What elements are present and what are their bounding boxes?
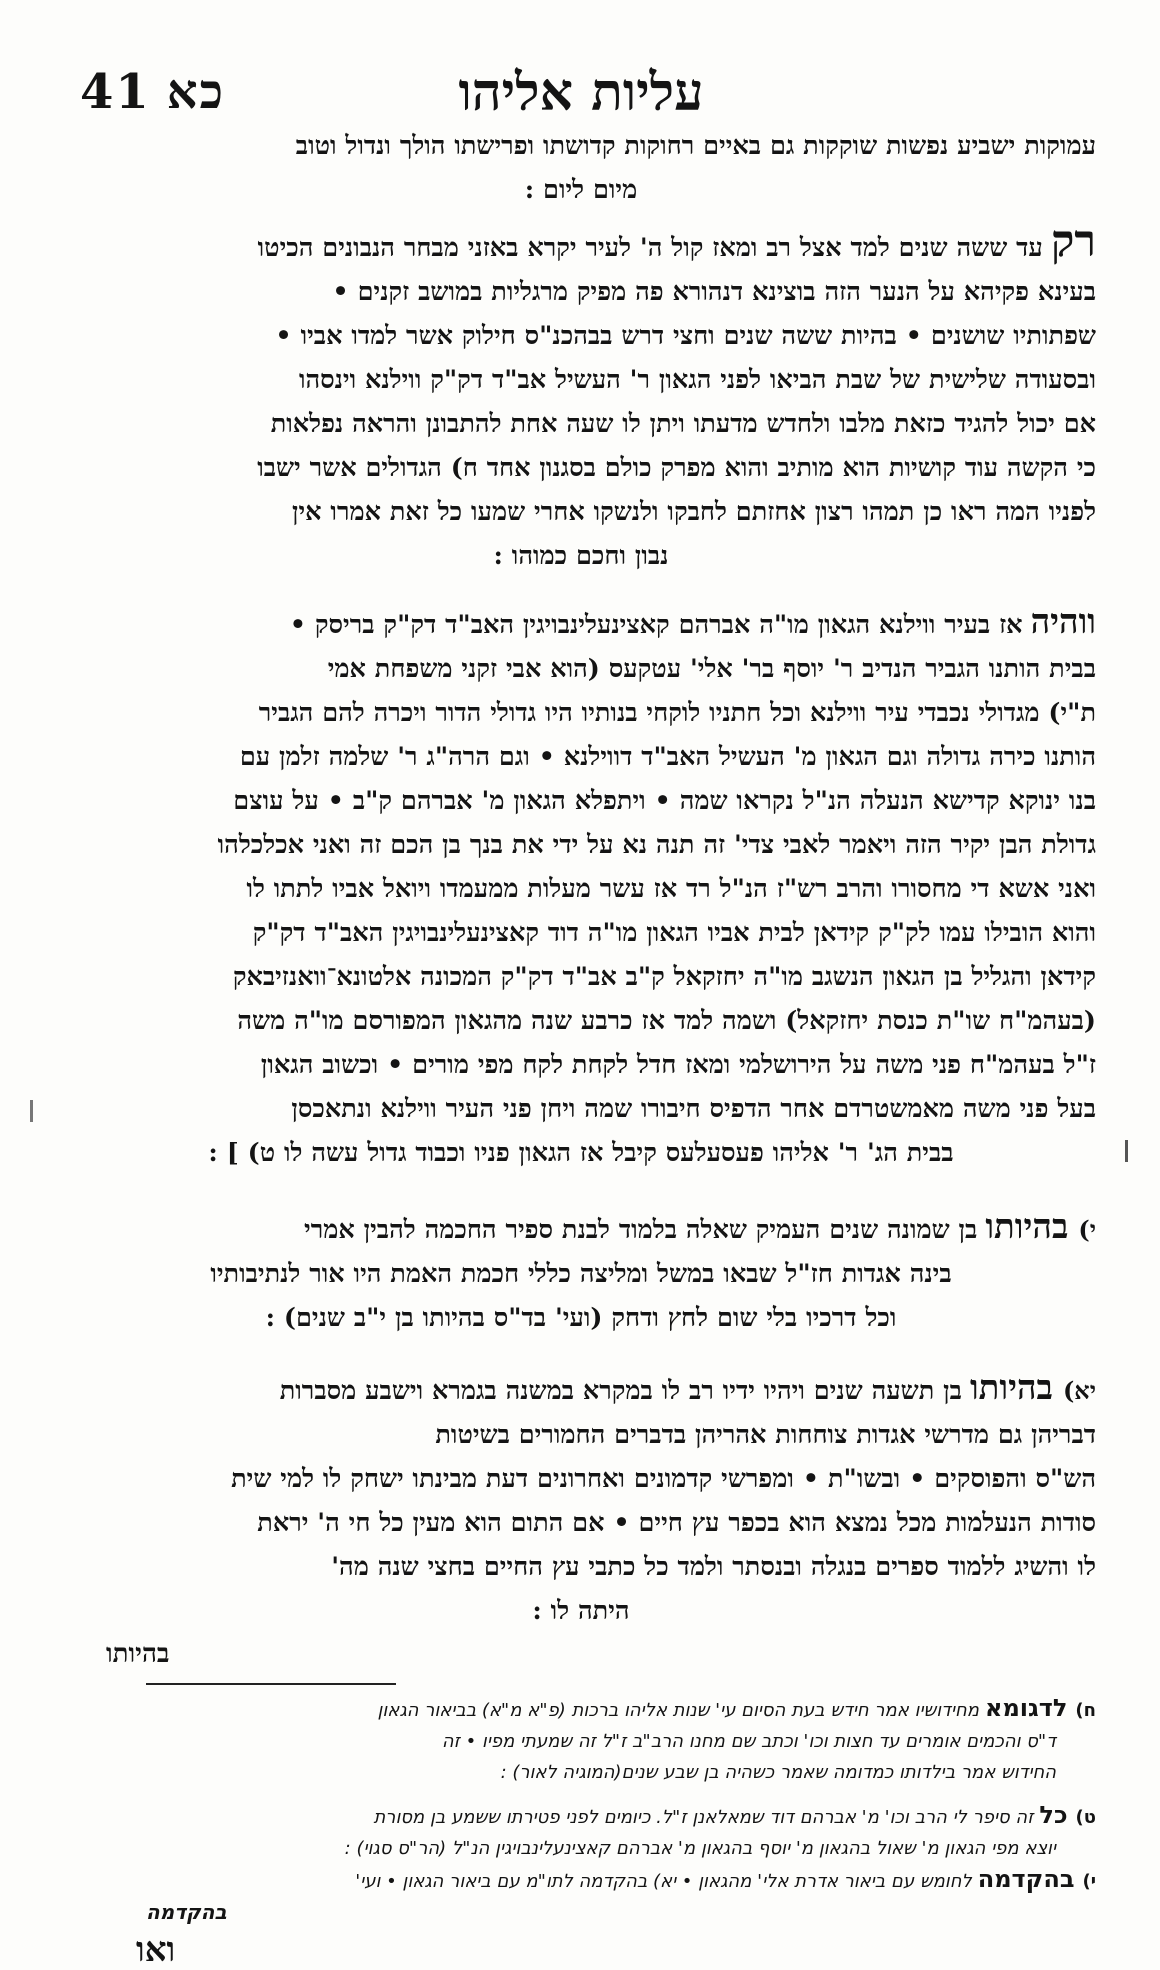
opening-word: ווהיה xyxy=(1030,602,1096,642)
text-line: גדולת הבן יקיר הזה ויאמר לאבי צדי' זה תנה נא על ידי את בנך בן הכם זה ואני אכלכלהו xyxy=(217,830,1096,860)
footnote-line: ד"ס והכמים אומרים עד חצות וכו' וכתב שם מחנו הרב"ב ז"ל זה שמעתי מפיו • זה xyxy=(441,1731,1056,1752)
footnote-line: יוצא מפי הגאון מ' שאול בהגאון מ' יוסף בהגאון מ' אברהם קאצינעלינבויגין הנ"ל (הר"ס סגוי) : xyxy=(344,1838,1056,1859)
footnote-line: החידוש אמר בילדותו כמדומה שאמר כשהיה בן שבע שנים(המוגיה לאור) : xyxy=(500,1762,1056,1783)
footnote-line xyxy=(66,1800,1096,1833)
text-line: ת"י) מגדולי נכבדי עיר ווילנא וכל חתניו לוקחי בנותיו היו גדולי הדור ויכרה להם הגביר xyxy=(258,698,1096,728)
margin-mark xyxy=(1125,1140,1128,1162)
paragraph-behyoto-8 xyxy=(66,1205,1096,1340)
text-line: הש"ס והפוסקים • ובשו"ת • ומפרשי קדמונים ואחרונים דעת מבינתו ישחק לו למי שית xyxy=(231,1464,1096,1494)
text-line: בבית הג' ר' אליהו פעסעלעס קיבל אז הגאון פניו וכבוד גדול עשה לו ט) ] : xyxy=(208,1138,954,1168)
text-line: בבית הותנו הגביר הנדיב ר' יוסף בר' אלי' עטקעס (הוא אבי זקני משפחת אמי xyxy=(327,654,1096,684)
note-marker: י) xyxy=(1078,1215,1096,1244)
text-line: סודות הנעלמות מכל נמצא הוא בכפר עץ חיים • אם התום הוא מעין כל חי ה' יראת xyxy=(257,1508,1096,1538)
text-line xyxy=(66,1366,1096,1413)
footnote-lead-word: בהקדמה xyxy=(977,1865,1075,1893)
footnote-marker: ט) xyxy=(1075,1807,1096,1828)
footnote-divider xyxy=(146,1683,396,1685)
margin-mark xyxy=(30,1100,33,1122)
text-line: היתה לו : xyxy=(532,1596,630,1626)
paragraph-rak xyxy=(66,220,1096,578)
text-line xyxy=(66,1205,1096,1252)
hebrew-page-number: כא xyxy=(166,64,226,120)
intro-paragraph xyxy=(66,124,1096,212)
text-line xyxy=(66,600,1096,647)
text-line: בנו ינוקא קדישא הנעלה הנ"ל נקראו שמה • ויתפלא הגאון מ' אברהם ק"ב • על עוצם xyxy=(233,786,1096,816)
text-line: דבריהן גם מדרשי אגדות צוחחות אהריהן בדברים החמורים בשיטות xyxy=(435,1420,1096,1450)
text-line: עמוקות ישביע נפשות שוקקות גם באיים רחוקות קדושתו ופרישתו הולך ונדול וטוב xyxy=(295,131,1096,161)
text-line: והוא הובילו עמו לק"ק קידאן לבית אביו הגאון מו"ה דוד קאצינעלינבויגין האב"ד דק"ק xyxy=(252,918,1096,948)
text-line: הותנו כירה גדולה וגם הגאון מ' העשיל האב"ד דווילנא • וגם הרה"ג ר' שלמה זלמן עם xyxy=(239,742,1096,772)
text-line-content: בן תשעה שנים ויהיו ידיו רב לו במקרא במשנה בגמרא וישבע מסברות xyxy=(279,1376,962,1406)
book-page xyxy=(66,58,1096,1970)
text-line xyxy=(66,220,1096,270)
footnote-catchword: בהקדמה xyxy=(146,1900,227,1924)
footnote-text: זה סיפר לי הרב וכו' מ' אברהם דוד שמאלאנן ז"ל. כיומים לפני פטירתו ששמע בן מסורת xyxy=(373,1807,1034,1828)
note-marker: יא) xyxy=(1062,1376,1096,1405)
text-line: ואני אשא די מחסורו והרב רש"ז הנ"ל רד אז עשר מעלות ממעמדו ויואל אביו לתתו לו xyxy=(246,874,1096,904)
opening-word: בהיותו xyxy=(985,1207,1069,1247)
text-line: וכל דרכיו בלי שום לחץ ודחק (ועי' בד"ס בהיותו בן י"ב שנים) : xyxy=(265,1303,897,1333)
footnote-text: מחידושיו אמר חידש בעת הסיום עי' שנות אליהו ברכות (פ"א מ"א) בביאור הגאון xyxy=(377,1700,979,1721)
text-line: ובסעודה שלישית של שבת הביאו לפני הגאון ר' העשיל אב"ד דק"ק ווילנא וינסהו xyxy=(298,365,1096,395)
bottom-catchword: ואו xyxy=(136,1930,176,1970)
footnote-marker: ח) xyxy=(1075,1700,1096,1721)
paragraph-vayehi xyxy=(66,600,1096,1175)
text-line-content: בן שמונה שנים העמיק שאלה בלמוד לבנת ספיר החכמה להבין אמרי xyxy=(304,1215,978,1245)
footnote-text: לחומש עם ביאור אדרת אלי' מהגאון • יא) בהקדמה לתו"מ עם ביאור הגאון • ועי' xyxy=(355,1871,972,1892)
text-line: בעינא פקיהא על הנער הזה בוצינא דנהורא פה מפיק מרגליות במושב זקנים • xyxy=(332,277,1096,307)
opening-word: רק xyxy=(1050,220,1096,267)
text-line: בינה אגדות חז"ל שבאו במשל ומליצה כללי חכמת האמת היו אור לנתיבותיו xyxy=(210,1259,952,1289)
text-line: לפניו המה ראו כן תמהו רצון אחזתם לחבקו ולנשקו אחרי שמעו כל זאת אמרו אין xyxy=(291,497,1096,527)
text-line-content: עד ששה שנים למד אצל רב ומאז קול ה' לעיר יקרא באזני מבחר הנבונים הכיטו xyxy=(257,233,1043,263)
text-line: לו והשיג ללמוד ספרים בנגלה ובנסתר ולמד כל כתבי עץ החיים בחצי שנה מה' xyxy=(331,1552,1096,1582)
text-line: ז"ל בעהמ"ח פני משה על הירושלמי ומאז חדל לקחת לקח מפי מורים • וכשוב הגאון xyxy=(260,1050,1096,1080)
catchword: בהיותו xyxy=(106,1639,170,1669)
opening-word: בהיותו xyxy=(969,1368,1053,1408)
footnote-line xyxy=(66,1693,1096,1726)
text-line: אם יכול להגיד כזאת מלבו ולחדש מדעתו ויתן לו שעה אחת להתבונן והראה נפלאות xyxy=(270,409,1096,439)
arabic-page-number: 41 xyxy=(80,64,151,120)
text-line: מיום ליום : xyxy=(524,175,638,205)
paragraph-behyoto-9 xyxy=(66,1366,1096,1633)
text-line: נבון וחכם כמוהו : xyxy=(493,541,669,571)
footnote-lead-word: לדגומא xyxy=(984,1694,1068,1722)
footnote-lead-word: כל xyxy=(1039,1801,1068,1829)
running-title: עליות אליהו xyxy=(458,62,704,123)
footnote-marker: י) xyxy=(1082,1871,1096,1892)
text-line-content: אז בעיר ווילנא הגאון מו"ה אברהם קאצינעלינבויגין האב"ד דק"ק בריסק • xyxy=(289,610,1023,640)
page-header xyxy=(66,58,1096,122)
text-line: קידאן והגליל בן הגאון הנשגב מו"ה יחזקאל ק"ב אב"ד דק"ק המכונה אלטונא־וואנזיבאק xyxy=(232,962,1096,992)
text-line: כי הקשה עוד קושיות הוא מותיב והוא מפרק כולם בסגנון אחד ח) הגדולים אשר ישבו xyxy=(257,453,1096,483)
footnotes xyxy=(66,1693,1096,1928)
text-line: שפתותיו שושנים • בהיות ששה שנים וחצי דרש בבהכנ"ס חילוק אשר למדו אביו • xyxy=(275,321,1096,351)
text-line: (בעהמ"ח שו"ת כנסת יחזקאל) ושמה למד אז כרבע שנה מהגאון המפורסם מו"ה משה xyxy=(237,1006,1096,1036)
footnote-line xyxy=(66,1864,1096,1897)
text-line: בעל פני משה מאמשטרדם אחר הדפיס חיבורו שמה ויחן פני העיר ווילנא ונתאכסן xyxy=(291,1094,1096,1124)
